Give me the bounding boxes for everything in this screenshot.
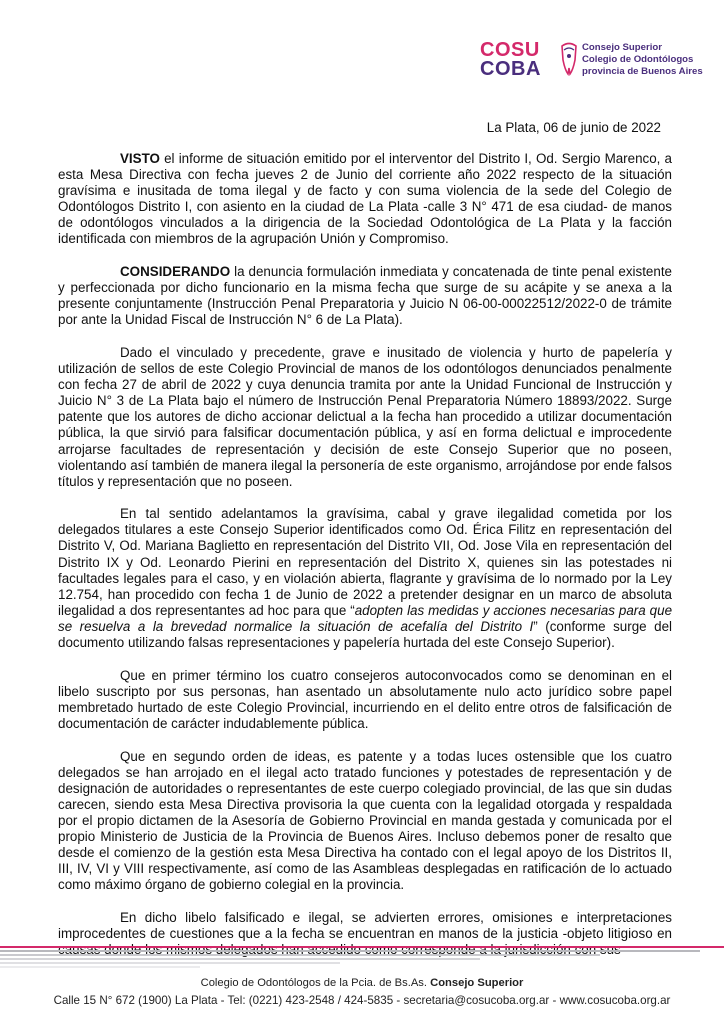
- footer-contact: Calle 15 N° 672 (1900) La Plata - Tel: (0221) 423-2548 / 424-5835 - secretaria@cosucoba.org.ar - www.cosucoba.org.ar: [53, 994, 671, 1007]
- footer-institution-text: Colegio de Odontólogos de la Pcia. de Bs.As.: [200, 977, 431, 989]
- document-date: La Plata, 06 de junio de 2022: [486, 120, 661, 135]
- logo-line-1: Consejo Superior: [582, 42, 662, 53]
- logo-caption: [582, 42, 703, 78]
- paragraph-4: [58, 506, 672, 651]
- keyword-visto: VISTO: [120, 151, 160, 166]
- footer-institution-bold: Consejo Superior: [430, 977, 524, 989]
- paragraph-visto-text: el informe de situación emitido por el interventor del Distrito I, Od. Sergio Marenco, a esta Mesa Directiva con fecha jueves 2 de Junio del corriente año 2022 respecto de la situación gravísima e inusitada de toma ilegal y de facto y con suma violencia de la sede del Colegio de Odontólogos Distrito I, con asiento en la ciudad de La Plata -calle 3 N° 471 de esa ciudad- de manos de odontólogos vinculados a la dirigencia de la Sociedad Odontológica de La Plata y la facción identificada con miembros de la agrupación Unión y Compromiso.: [58, 151, 672, 247]
- stripe: [0, 946, 724, 948]
- stripe: [0, 966, 200, 968]
- paragraph-4-text-1: En tal sentido adelantamos la gravísima, cabal y grave ilegalidad cometida por los delegados titulares a este Consejo Superior identificados como Od. Érica Filitz en representación del Distrito V, Od. Mariana Baglietto en representación del Distrito VII, Od. Jose Vila en representación del Distrito IX y Od. Leonardo Pierini en representación del Distrito X, quienes sin las potestades ni facultades legales para el caso, y en violación abierta, flagrante y gravísima de lo normado por la Ley 12.754, han procedido con fecha 1 de Junio de 2022 a pretender designar en un marco de absoluta ilegalidad a dos representantes ad hoc para que “: [58, 506, 672, 618]
- footer-institution: [0, 977, 724, 989]
- logo-tooth-icon: [558, 40, 580, 78]
- paragraph-7: En dicho libelo falsificado e ilegal, se advierten errores, omisiones e interpretaciones improcedentes de cuestiones que a la fecha se encuentran en manos de la justicia -objeto litigioso en: [58, 909, 672, 941]
- logo-line-2: Colegio de Odontólogos: [582, 54, 694, 65]
- paragraph-considerando: [58, 264, 672, 328]
- logo-line-3: provincia de Buenos Aires: [582, 66, 703, 77]
- keyword-considerando: CONSIDERANDO: [120, 264, 231, 280]
- document-body: [58, 151, 672, 958]
- logo-word-bottom: COBA: [480, 58, 541, 80]
- paragraph-5: Que en primer término los cuatro consejeros autoconvocados como se denominan en el libelo suscripto por sus personas, han asentado un absolutamente nulo acto jurídico sobre papel membretado hurtado de este Colegio Provincial, incurriendo en el delito entre otros de falsificación de documentación de carácter indudablemente pública.: [58, 667, 672, 731]
- paragraph-3: Dado el vinculado y precedente, grave e inusitado de violencia y hurto de papelería y utilización de sellos de este Colegio Provincial de manos de los odontólogos denunciados penalmente con fecha 27 de abril de 2022 y cuya denuncia tramita por ante la Unidad Funcional de Instrucción y Juicio N° 3 de La Plata bajo el número de Instrucción Penal Preparatoria Número 18893/2022. Surge patente que los autores de dicho accionar delictual a la fecha han procedido a utilizar documentación pública, la que sirvió para falsificar documentación pública, y así en forma delictual e improcedente arrojarse facultades de representación y decisión de este Consejo Superior que no poseen, violentando así también de manera ilegal la personería de este organismo, arrojándose por ende falsos títulos y representación que no poseen.: [58, 344, 672, 489]
- paragraph-visto: [58, 151, 672, 248]
- stripe: [0, 962, 340, 964]
- paragraph-6: Que en segundo orden de ideas, es patente y a todas luces ostensible que los cuatro delegados se han arrojado en el ilegal acto tratado funciones y potestades de representación y de designación de autoridades o representantes de este cuerpo colegiado provincial, de las que sin dudas carecen, siendo esta Mesa Directiva provisoria la que cuenta con la legalidad otorgada y respaldada por el propio dictamen de la Asesoría de Gobierno Provincial en manda gestada y comunicada por el propio Ministerio de Justicia de la Provincia de Buenos Aires. Incluso debemos poner de resalto que desde el comienzo de la gestión esta Mesa Directiva ha contado con el legal apoyo de los Distritos II, III, IV, VI y VIII respectivamente, así como de las Asambleas desplegadas en ratificación de lo actuado como máximo órgano de gobierno colegial en la provincia.: [58, 748, 672, 893]
- logo-word-top: COSU: [480, 39, 540, 61]
- paragraph-considerando-text: la denuncia formulación inmediata y concatenada de tinte penal existente y perfeccionada por dicho funcionario en la misma fecha que surge de su acápite y se anexa a la presente conjuntamente (Instrucción Penal Preparatoria y Juicio N 06-00-00022512/2022-0 de trámite por ante la Unidad Fiscal de Instrucción N° 6 de La Plata).: [58, 264, 672, 328]
- paragraph-4-text-2: ” (conforme surge del documento utilizando falsas representaciones y papelería hurtada del este Consejo Superior).: [58, 618, 672, 651]
- footer-stripes: [0, 946, 724, 970]
- header-logo: [480, 34, 703, 84]
- stripe: [0, 950, 700, 952]
- stripe: [0, 954, 600, 956]
- stripe: [0, 958, 480, 960]
- paragraph-4-quote: adopten las medidas y acciones necesarias para que se resuelva a la brevedad normalice la situación de acefalía del Distrito I: [58, 602, 673, 634]
